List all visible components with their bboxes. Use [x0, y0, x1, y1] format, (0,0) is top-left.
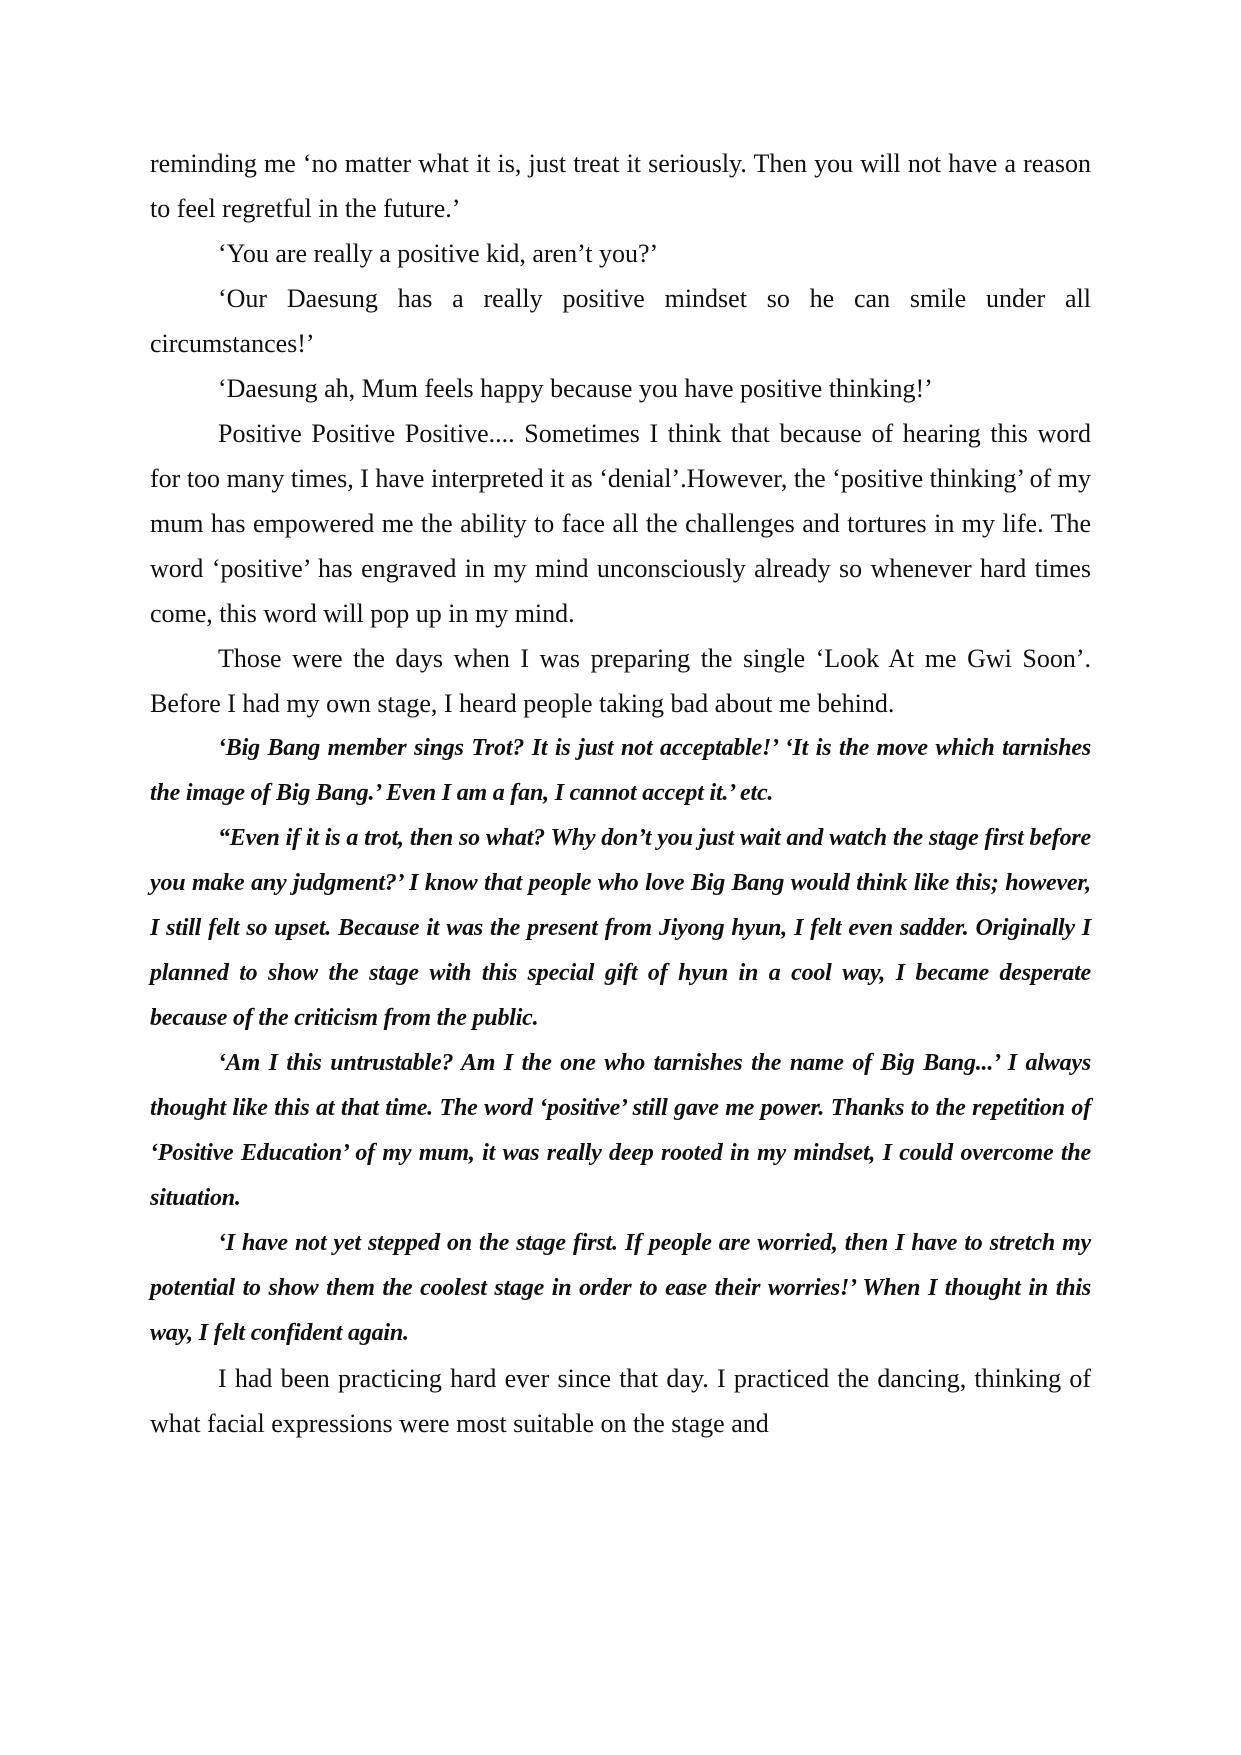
paragraph-2: ‘You are really a positive kid, aren’t you?’ — [218, 239, 659, 268]
paragraph-11: I had been practicing hard ever since that day. I practiced the dancing, thinking of what facial expressions were most suitable on the stage and — [150, 1364, 1091, 1438]
paragraph-6: Those were the days when I was preparing the single ‘Look At me Gwi Soon’. Before I had my own stage, I heard people taking bad about me behind. — [150, 644, 1091, 718]
paragraph-3: ‘Our Daesung has a really positive mindset so he can smile under all circumstances!’ — [150, 284, 1091, 358]
paragraph-8: “Even if it is a trot, then so what? Why don’t you just wait and watch the stage first before you make any judgment?’ I know that people who love Big Bang would think like this; however, I still felt so upset. Because it was the present from Jiyong hyun, I felt even sadder. Originally I planned to show the stage with this special gift of hyun in a cool way, I became desperate because of the criticism from the public. — [150, 825, 1091, 1031]
document-text — [150, 141, 1091, 1446]
paragraph-9: ‘Am I this untrustable? Am I the one who tarnishes the name of Big Bang...’ I always thought like this at that time. The word ‘positive’ still gave me power. Thanks to the repetition of ‘Positive Education’ of my mum, it was really deep rooted in my mindset, I could overcome the situation. — [150, 1050, 1091, 1211]
paragraph-10: ‘I have not yet stepped on the stage first. If people are worried, then I have to stretch my potential to show them the coolest stage in order to ease their worries!’ When I thought in this way, I felt confident again. — [150, 1230, 1091, 1346]
paragraph-1: reminding me ‘no matter what it is, just treat it seriously. Then you will not have a reason to feel regretful in the future.’ — [150, 149, 1091, 223]
paragraph-5: Positive Positive Positive.... Sometimes I think that because of hearing this word for too many times, I have interpreted it as ‘denial’.However, the ‘positive thinking’ of my mum has empowered me the ability to face all the challenges and tortures in my life. The word ‘positive’ has engraved in my mind unconsciously already so whenever hard times come, this word will pop up in my mind. — [150, 419, 1091, 628]
paragraph-7: ‘Big Bang member sings Trot? It is just not acceptable!’ ‘It is the move which tarnishes the image of Big Bang.’ Even I am a fan, I cannot accept it.’ etc. — [150, 735, 1091, 806]
paragraph-4: ‘Daesung ah, Mum feels happy because you have positive thinking!’ — [218, 374, 933, 403]
